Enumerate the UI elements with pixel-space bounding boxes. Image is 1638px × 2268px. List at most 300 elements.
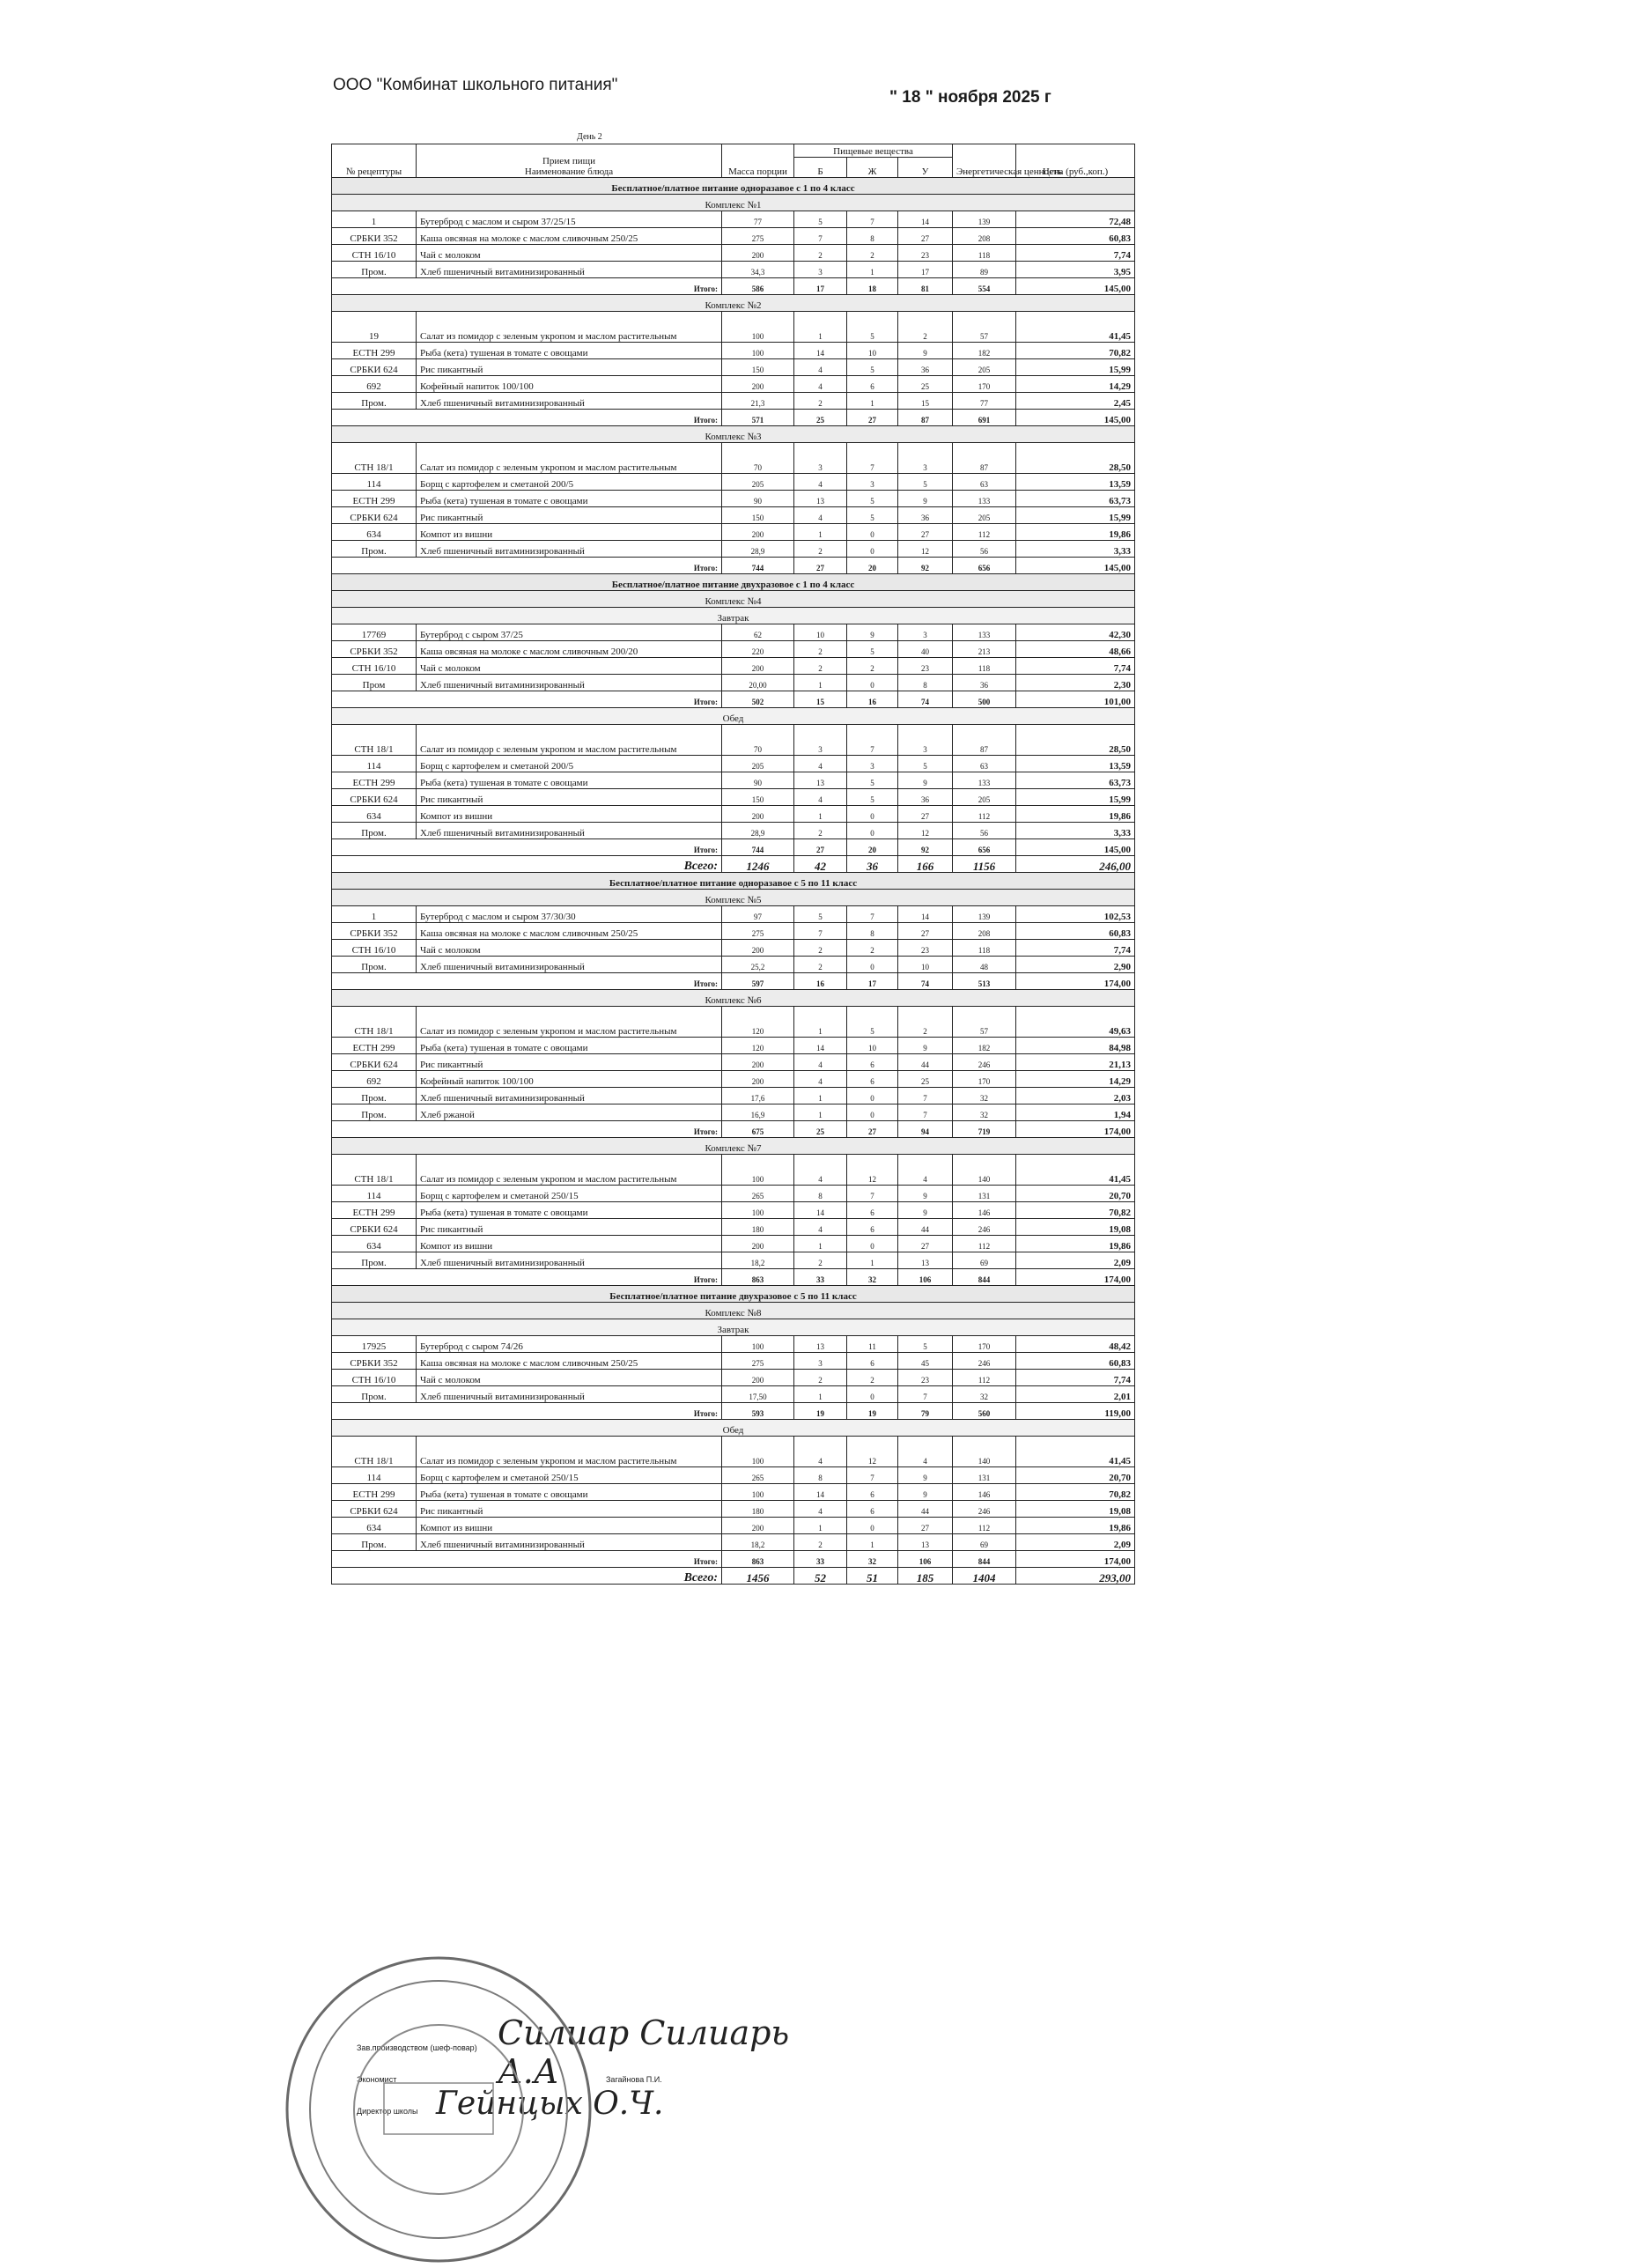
dish-mass: 100 <box>722 1484 794 1501</box>
total-row <box>332 691 1135 708</box>
grand-e: 1404 <box>953 1568 1016 1585</box>
dish-u: 44 <box>898 1054 953 1071</box>
dish-row <box>332 376 1135 393</box>
dish-name: Рыба (кета) тушеная в томате с овощами <box>417 1038 722 1054</box>
dish-u: 4 <box>898 1437 953 1467</box>
round-stamp <box>280 1951 597 2268</box>
recipe-code: СТН 16/10 <box>332 940 417 957</box>
recipe-code: 634 <box>332 524 417 541</box>
dish-b: 1 <box>794 806 847 823</box>
dish-e: 182 <box>953 343 1016 359</box>
dish-row <box>332 443 1135 474</box>
dish-zh: 5 <box>847 359 898 376</box>
dish-mass: 77 <box>722 211 794 228</box>
dish-u: 23 <box>898 658 953 675</box>
dish-e: 182 <box>953 1038 1016 1054</box>
total-b: 25 <box>794 410 847 426</box>
total-label: Итого: <box>332 278 722 295</box>
recipe-code: СРБКИ 624 <box>332 1501 417 1518</box>
section-title: Бесплатное/платное питание одноразавое с 1 по 4 класс <box>332 178 1135 195</box>
dish-row <box>332 1518 1135 1534</box>
dish-u: 3 <box>898 624 953 641</box>
dish-e: 139 <box>953 906 1016 923</box>
dish-zh: 8 <box>847 923 898 940</box>
dish-mass: 17,6 <box>722 1088 794 1104</box>
recipe-code: ЕСТН 299 <box>332 1202 417 1219</box>
dish-e: 63 <box>953 474 1016 491</box>
dish-mass: 28,9 <box>722 541 794 558</box>
menu-table-body <box>332 144 1135 1585</box>
dish-mass: 275 <box>722 923 794 940</box>
dish-mass: 16,9 <box>722 1104 794 1121</box>
dish-e: 133 <box>953 624 1016 641</box>
director-label: Директор школы <box>357 2107 418 2116</box>
dish-row <box>332 658 1135 675</box>
total-price: 174,00 <box>1016 1551 1135 1568</box>
dish-e: 36 <box>953 675 1016 691</box>
dish-zh: 0 <box>847 1088 898 1104</box>
dish-b: 4 <box>794 789 847 806</box>
recipe-code: Пром. <box>332 262 417 278</box>
section-title-row <box>332 178 1135 195</box>
recipe-code: СТН 16/10 <box>332 245 417 262</box>
dish-price: 48,42 <box>1016 1336 1135 1353</box>
dish-price: 42,30 <box>1016 624 1135 641</box>
complex-title: Комплекс №4 <box>332 591 1135 608</box>
dish-price: 13,59 <box>1016 756 1135 772</box>
dish-name: Рис пикантный <box>417 1054 722 1071</box>
dish-zh: 10 <box>847 343 898 359</box>
dish-price: 14,29 <box>1016 376 1135 393</box>
menu-table <box>331 144 1135 1585</box>
dish-u: 14 <box>898 906 953 923</box>
recipe-code: Пром <box>332 675 417 691</box>
stamp-outer-ring <box>287 1958 590 2261</box>
dish-row <box>332 507 1135 524</box>
total-e: 844 <box>953 1269 1016 1286</box>
dish-zh: 5 <box>847 1007 898 1038</box>
dish-mass: 100 <box>722 1155 794 1186</box>
dish-e: 213 <box>953 641 1016 658</box>
dish-row <box>332 1534 1135 1551</box>
dish-price: 70,82 <box>1016 1202 1135 1219</box>
dish-row <box>332 1370 1135 1386</box>
recipe-code: СТН 16/10 <box>332 1370 417 1386</box>
recipe-code: СРБКИ 352 <box>332 1353 417 1370</box>
dish-price: 41,45 <box>1016 312 1135 343</box>
dish-zh: 0 <box>847 1236 898 1252</box>
dish-zh: 7 <box>847 1467 898 1484</box>
dish-price: 84,98 <box>1016 1038 1135 1054</box>
dish-name: Рис пикантный <box>417 1219 722 1236</box>
total-zh: 27 <box>847 410 898 426</box>
dish-name: Хлеб пшеничный витаминизированный <box>417 541 722 558</box>
complex-title-row <box>332 990 1135 1007</box>
dish-price: 19,86 <box>1016 524 1135 541</box>
dish-row <box>332 641 1135 658</box>
dish-zh: 6 <box>847 1501 898 1518</box>
dish-zh: 8 <box>847 228 898 245</box>
col-zh-header: Ж <box>847 158 898 178</box>
dish-name: Салат из помидор с зеленым укропом и маслом растительным <box>417 312 722 343</box>
dish-name: Хлеб пшеничный витаминизированный <box>417 1534 722 1551</box>
total-mass: 744 <box>722 558 794 574</box>
dish-row <box>332 1071 1135 1088</box>
dish-b: 3 <box>794 262 847 278</box>
dish-row <box>332 359 1135 376</box>
recipe-code: СТН 18/1 <box>332 1437 417 1467</box>
dish-e: 112 <box>953 806 1016 823</box>
dish-mass: 150 <box>722 507 794 524</box>
dish-e: 112 <box>953 524 1016 541</box>
dish-b: 7 <box>794 923 847 940</box>
recipe-code: СТН 18/1 <box>332 725 417 756</box>
dish-b: 13 <box>794 1336 847 1353</box>
dish-row <box>332 1252 1135 1269</box>
total-b: 27 <box>794 839 847 856</box>
dish-row <box>332 312 1135 343</box>
dish-row <box>332 940 1135 957</box>
dish-mass: 275 <box>722 228 794 245</box>
recipe-code: СРБКИ 624 <box>332 359 417 376</box>
dish-u: 3 <box>898 725 953 756</box>
dish-b: 2 <box>794 658 847 675</box>
dish-name: Хлеб ржаной <box>417 1104 722 1121</box>
total-row <box>332 1403 1135 1420</box>
dish-u: 7 <box>898 1386 953 1403</box>
dish-price: 2,90 <box>1016 957 1135 973</box>
dish-e: 133 <box>953 491 1016 507</box>
dish-b: 2 <box>794 823 847 839</box>
recipe-code: 19 <box>332 312 417 343</box>
dish-price: 2,01 <box>1016 1386 1135 1403</box>
total-b: 27 <box>794 558 847 574</box>
complex-title-row <box>332 1303 1135 1319</box>
dish-zh: 0 <box>847 806 898 823</box>
dish-zh: 2 <box>847 1370 898 1386</box>
total-row <box>332 410 1135 426</box>
dish-zh: 3 <box>847 756 898 772</box>
dish-e: 63 <box>953 756 1016 772</box>
total-label: Итого: <box>332 1403 722 1420</box>
dish-b: 4 <box>794 359 847 376</box>
recipe-code: СТН 18/1 <box>332 1007 417 1038</box>
dish-name: Салат из помидор с зеленым укропом и маслом растительным <box>417 725 722 756</box>
dish-row <box>332 772 1135 789</box>
recipe-code: ЕСТН 299 <box>332 772 417 789</box>
dish-row <box>332 211 1135 228</box>
dish-name: Рыба (кета) тушеная в томате с овощами <box>417 772 722 789</box>
dish-zh: 12 <box>847 1155 898 1186</box>
dish-u: 36 <box>898 359 953 376</box>
dish-name: Чай с молоком <box>417 940 722 957</box>
total-price: 145,00 <box>1016 839 1135 856</box>
dish-price: 13,59 <box>1016 474 1135 491</box>
dish-mass: 265 <box>722 1467 794 1484</box>
dish-mass: 100 <box>722 1336 794 1353</box>
dish-u: 9 <box>898 1484 953 1501</box>
dish-b: 1 <box>794 1518 847 1534</box>
dish-name: Чай с молоком <box>417 245 722 262</box>
dish-mass: 100 <box>722 343 794 359</box>
dish-e: 205 <box>953 359 1016 376</box>
recipe-code: СРБКИ 352 <box>332 228 417 245</box>
dish-price: 19,86 <box>1016 1518 1135 1534</box>
dish-u: 25 <box>898 1071 953 1088</box>
total-label: Итого: <box>332 410 722 426</box>
total-zh: 27 <box>847 1121 898 1138</box>
dish-price: 28,50 <box>1016 725 1135 756</box>
dish-u: 45 <box>898 1353 953 1370</box>
complex-title-row <box>332 890 1135 906</box>
director-signature: Гейнцых О.Ч. <box>436 2086 664 2122</box>
dish-row <box>332 1186 1135 1202</box>
complex-title: Комплекс №8 <box>332 1303 1135 1319</box>
col-dish-header <box>417 144 722 178</box>
complex-title: Комплекс №7 <box>332 1138 1135 1155</box>
dish-name: Салат из помидор с зеленым укропом и маслом растительным <box>417 443 722 474</box>
dish-name: Хлеб пшеничный витаминизированный <box>417 1386 722 1403</box>
total-label: Итого: <box>332 839 722 856</box>
dish-e: 118 <box>953 940 1016 957</box>
dish-mass: 17,50 <box>722 1386 794 1403</box>
dish-zh: 0 <box>847 1518 898 1534</box>
dish-zh: 5 <box>847 789 898 806</box>
total-e: 560 <box>953 1403 1016 1420</box>
total-b: 33 <box>794 1551 847 1568</box>
dish-mass: 120 <box>722 1038 794 1054</box>
section-title-row <box>332 1286 1135 1303</box>
col-nutrients-header: Пищевые вещества <box>794 144 953 158</box>
dish-row <box>332 906 1135 923</box>
dish-price: 28,50 <box>1016 443 1135 474</box>
dish-row <box>332 1501 1135 1518</box>
dish-u: 27 <box>898 1518 953 1534</box>
dish-row <box>332 923 1135 940</box>
dish-mass: 200 <box>722 1054 794 1071</box>
total-price: 145,00 <box>1016 410 1135 426</box>
dish-e: 170 <box>953 376 1016 393</box>
dish-e: 170 <box>953 1071 1016 1088</box>
total-b: 17 <box>794 278 847 295</box>
dish-price: 19,86 <box>1016 1236 1135 1252</box>
recipe-code: 114 <box>332 756 417 772</box>
dish-row <box>332 1484 1135 1501</box>
dish-price: 7,74 <box>1016 245 1135 262</box>
dish-b: 14 <box>794 1484 847 1501</box>
dish-price: 102,53 <box>1016 906 1135 923</box>
dish-zh: 3 <box>847 474 898 491</box>
dish-row <box>332 1007 1135 1038</box>
dish-u: 5 <box>898 756 953 772</box>
dish-zh: 0 <box>847 541 898 558</box>
dish-u: 9 <box>898 343 953 359</box>
deputy-label: Зав.производством (шеф-повар) <box>357 2043 477 2052</box>
recipe-code: 1 <box>332 211 417 228</box>
total-row <box>332 1121 1135 1138</box>
dish-zh: 5 <box>847 641 898 658</box>
recipe-code: 17925 <box>332 1336 417 1353</box>
dish-b: 2 <box>794 1252 847 1269</box>
dish-name: Рыба (кета) тушеная в томате с овощами <box>417 491 722 507</box>
total-zh: 19 <box>847 1403 898 1420</box>
total-e: 691 <box>953 410 1016 426</box>
dish-b: 5 <box>794 211 847 228</box>
dish-zh: 5 <box>847 507 898 524</box>
dish-b: 4 <box>794 756 847 772</box>
recipe-code: ЕСТН 299 <box>332 343 417 359</box>
dish-price: 15,99 <box>1016 789 1135 806</box>
total-mass: 597 <box>722 973 794 990</box>
dish-name: Хлеб пшеничный витаминизированный <box>417 1088 722 1104</box>
dish-mass: 220 <box>722 641 794 658</box>
complex-title: Комплекс №3 <box>332 426 1135 443</box>
dish-mass: 34,3 <box>722 262 794 278</box>
dish-e: 89 <box>953 262 1016 278</box>
total-mass: 675 <box>722 1121 794 1138</box>
recipe-code: 114 <box>332 1467 417 1484</box>
dish-u: 23 <box>898 245 953 262</box>
total-b: 25 <box>794 1121 847 1138</box>
dish-price: 2,09 <box>1016 1252 1135 1269</box>
dish-b: 2 <box>794 393 847 410</box>
dish-price: 14,29 <box>1016 1071 1135 1088</box>
grand-b: 52 <box>794 1568 847 1585</box>
dish-mass: 150 <box>722 789 794 806</box>
dish-row <box>332 756 1135 772</box>
dish-b: 1 <box>794 675 847 691</box>
dish-b: 1 <box>794 1088 847 1104</box>
dish-zh: 7 <box>847 211 898 228</box>
dish-b: 1 <box>794 1386 847 1403</box>
dish-row <box>332 1386 1135 1403</box>
dish-b: 13 <box>794 772 847 789</box>
dish-name: Хлеб пшеничный витаминизированный <box>417 823 722 839</box>
dish-e: 146 <box>953 1202 1016 1219</box>
dish-mass: 205 <box>722 474 794 491</box>
total-b: 15 <box>794 691 847 708</box>
dish-zh: 5 <box>847 772 898 789</box>
dish-mass: 100 <box>722 1437 794 1467</box>
dish-u: 10 <box>898 957 953 973</box>
dish-name: Борщ с картофелем и сметаной 250/15 <box>417 1186 722 1202</box>
dish-name: Рис пикантный <box>417 359 722 376</box>
recipe-code: СРБКИ 624 <box>332 507 417 524</box>
dish-price: 41,45 <box>1016 1437 1135 1467</box>
dish-e: 205 <box>953 789 1016 806</box>
recipe-code: 634 <box>332 806 417 823</box>
dish-u: 9 <box>898 1467 953 1484</box>
total-mass: 863 <box>722 1551 794 1568</box>
dish-mass: 200 <box>722 245 794 262</box>
complex-title: Комплекс №6 <box>332 990 1135 1007</box>
dish-u: 12 <box>898 823 953 839</box>
total-u: 92 <box>898 558 953 574</box>
dish-b: 4 <box>794 1071 847 1088</box>
dish-b: 8 <box>794 1186 847 1202</box>
dish-mass: 150 <box>722 359 794 376</box>
total-price: 145,00 <box>1016 278 1135 295</box>
dish-u: 9 <box>898 1202 953 1219</box>
dish-mass: 200 <box>722 1370 794 1386</box>
grand-zh: 51 <box>847 1568 898 1585</box>
total-price: 174,00 <box>1016 1269 1135 1286</box>
dish-mass: 20,00 <box>722 675 794 691</box>
dish-zh: 5 <box>847 312 898 343</box>
recipe-code: 114 <box>332 474 417 491</box>
recipe-code: Пром. <box>332 823 417 839</box>
dish-name: Компот из вишни <box>417 524 722 541</box>
dish-u: 44 <box>898 1501 953 1518</box>
dish-price: 19,86 <box>1016 806 1135 823</box>
recipe-code: Пром. <box>332 1104 417 1121</box>
dish-b: 3 <box>794 1353 847 1370</box>
dish-mass: 18,2 <box>722 1534 794 1551</box>
dish-row <box>332 1202 1135 1219</box>
dish-zh: 2 <box>847 658 898 675</box>
dish-u: 4 <box>898 1155 953 1186</box>
dish-e: 48 <box>953 957 1016 973</box>
dish-zh: 12 <box>847 1437 898 1467</box>
dish-row <box>332 393 1135 410</box>
dish-row <box>332 541 1135 558</box>
dish-e: 205 <box>953 507 1016 524</box>
dish-mass: 100 <box>722 1202 794 1219</box>
total-row <box>332 973 1135 990</box>
total-mass: 863 <box>722 1269 794 1286</box>
total-e: 513 <box>953 973 1016 990</box>
grand-u: 166 <box>898 856 953 873</box>
recipe-code: ЕСТН 299 <box>332 1484 417 1501</box>
dish-zh: 0 <box>847 675 898 691</box>
dish-u: 44 <box>898 1219 953 1236</box>
total-row <box>332 1551 1135 1568</box>
recipe-code: 634 <box>332 1236 417 1252</box>
dish-row <box>332 524 1135 541</box>
recipe-code: СТН 18/1 <box>332 1155 417 1186</box>
recipe-code: ЕСТН 299 <box>332 491 417 507</box>
dish-price: 15,99 <box>1016 507 1135 524</box>
dish-e: 208 <box>953 923 1016 940</box>
dish-mass: 18,2 <box>722 1252 794 1269</box>
dish-zh: 7 <box>847 443 898 474</box>
organization-name: ООО "Комбинат школьного питания" <box>333 76 618 94</box>
dish-row <box>332 725 1135 756</box>
complex-title: Комплекс №1 <box>332 195 1135 211</box>
dish-name: Рыба (кета) тушеная в томате с овощами <box>417 1202 722 1219</box>
dish-row <box>332 1437 1135 1467</box>
dish-name: Рыба (кета) тушеная в томате с овощами <box>417 1484 722 1501</box>
total-zh: 20 <box>847 839 898 856</box>
dish-mass: 90 <box>722 772 794 789</box>
dish-e: 133 <box>953 772 1016 789</box>
dish-mass: 200 <box>722 806 794 823</box>
recipe-code: СРБКИ 352 <box>332 641 417 658</box>
grand-e: 1156 <box>953 856 1016 873</box>
dish-u: 17 <box>898 262 953 278</box>
dish-b: 8 <box>794 1467 847 1484</box>
dish-row <box>332 806 1135 823</box>
dish-e: 118 <box>953 658 1016 675</box>
dish-u: 27 <box>898 923 953 940</box>
dish-u: 23 <box>898 940 953 957</box>
dish-u: 13 <box>898 1534 953 1551</box>
meal-title: Обед <box>332 708 1135 725</box>
dish-row <box>332 675 1135 691</box>
dish-zh: 11 <box>847 1336 898 1353</box>
dish-row <box>332 491 1135 507</box>
dish-u: 23 <box>898 1370 953 1386</box>
